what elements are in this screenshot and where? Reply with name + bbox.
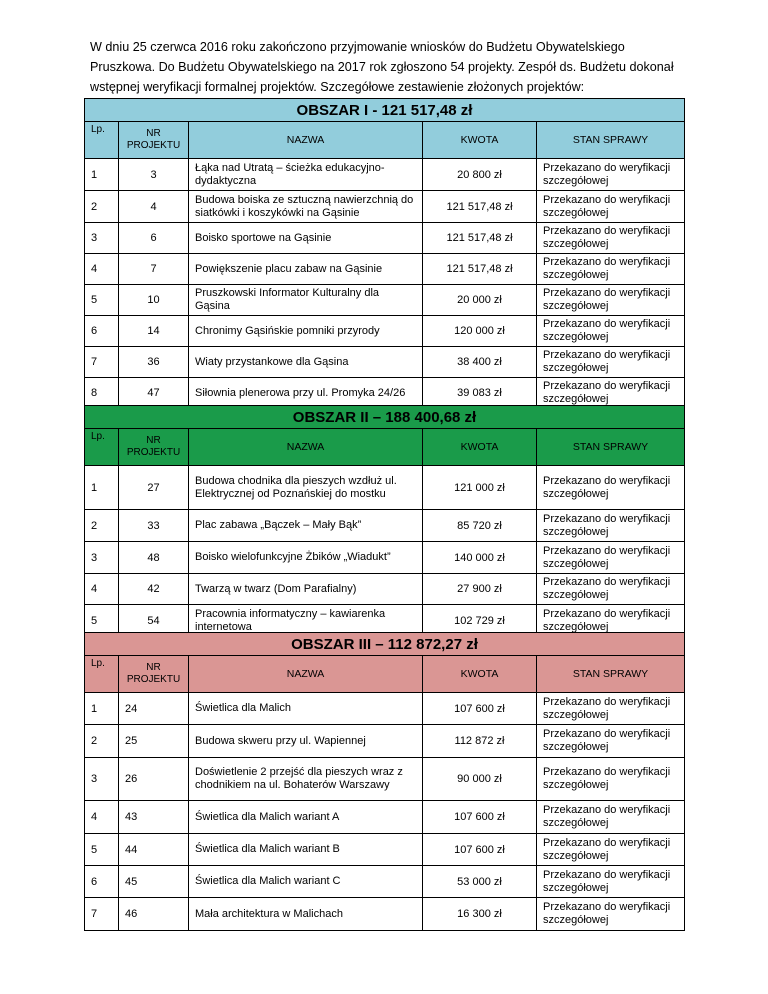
cell-stan: Przekazano do weryfikacji szczegółowej <box>537 725 685 758</box>
cell-kwota: 107 600 zł <box>423 693 537 725</box>
cell-stan: Przekazano do weryfikacji szczegółowej <box>537 316 685 347</box>
table-row <box>85 866 685 898</box>
cell-stan: Przekazano do weryfikacji szczegółowej <box>537 866 685 898</box>
cell-nr: 6 <box>119 223 189 254</box>
cell-lp: 2 <box>85 725 119 758</box>
cell-lp: 2 <box>85 191 119 223</box>
cell-kwota: 20 800 zł <box>423 159 537 191</box>
table-row <box>85 510 685 542</box>
table-row <box>85 347 685 378</box>
cell-stan: Przekazano do weryfikacji szczegółowej <box>537 191 685 223</box>
cell-nazwa: Pruszkowski Informator Kulturalny dla Gąsina <box>189 285 423 316</box>
cell-lp: 4 <box>85 574 119 605</box>
cell-kwota: 121 517,48 zł <box>423 223 537 254</box>
cell-lp: 2 <box>85 510 119 542</box>
cell-nazwa: Świetlica dla Malich <box>189 693 423 725</box>
cell-lp: 6 <box>85 316 119 347</box>
cell-stan: Przekazano do weryfikacji szczegółowej <box>537 801 685 834</box>
cell-stan: Przekazano do weryfikacji szczegółowej <box>537 693 685 725</box>
cell-kwota: 107 600 zł <box>423 834 537 866</box>
cell-lp: 8 <box>85 378 119 409</box>
cell-stan: Przekazano do weryfikacji szczegółowej <box>537 758 685 801</box>
cell-nr: 43 <box>119 801 189 834</box>
header-nr-projektu: NR PROJEKTU <box>119 429 189 466</box>
cell-nazwa: Budowa boiska ze sztuczną nawierzchnią do siatkówki i koszykówki na Gąsinie <box>189 191 423 223</box>
cell-nr: 10 <box>119 285 189 316</box>
section-title: OBSZAR II – 188 400,68 zł <box>85 406 685 429</box>
section-table-obszar-2 <box>84 405 685 637</box>
cell-stan: Przekazano do weryfikacji szczegółowej <box>537 574 685 605</box>
cell-lp: 7 <box>85 347 119 378</box>
cell-kwota: 53 000 zł <box>423 866 537 898</box>
table-row <box>85 378 685 409</box>
cell-stan: Przekazano do weryfikacji szczegółowej <box>537 223 685 254</box>
cell-nr: 42 <box>119 574 189 605</box>
cell-nr: 14 <box>119 316 189 347</box>
cell-nr: 26 <box>119 758 189 801</box>
section-table-obszar-1 <box>84 98 685 409</box>
table-row <box>85 834 685 866</box>
cell-nazwa: Świetlica dla Malich wariant C <box>189 866 423 898</box>
cell-kwota: 107 600 zł <box>423 801 537 834</box>
cell-lp: 3 <box>85 542 119 574</box>
cell-lp: 5 <box>85 834 119 866</box>
cell-nr: 4 <box>119 191 189 223</box>
table-row <box>85 758 685 801</box>
table-row <box>85 159 685 191</box>
cell-stan: Przekazano do weryfikacji szczegółowej <box>537 898 685 931</box>
cell-lp: 7 <box>85 898 119 931</box>
cell-nazwa: Budowa skweru przy ul. Wapiennej <box>189 725 423 758</box>
cell-stan: Przekazano do weryfikacji szczegółowej <box>537 834 685 866</box>
cell-lp: 3 <box>85 223 119 254</box>
cell-nr: 24 <box>119 693 189 725</box>
cell-kwota: 39 083 zł <box>423 378 537 409</box>
cell-kwota: 20 000 zł <box>423 285 537 316</box>
header-lp: Lp. <box>85 122 119 159</box>
cell-nazwa: Łąka nad Utratą – ścieżka edukacyjno-dydaktyczna <box>189 159 423 191</box>
table-row <box>85 725 685 758</box>
cell-stan: Przekazano do weryfikacji szczegółowej <box>537 378 685 409</box>
cell-nazwa: Doświetlenie 2 przejść dla pieszych wraz z chodnikiem na ul. Bohaterów Warszawy <box>189 758 423 801</box>
cell-kwota: 90 000 zł <box>423 758 537 801</box>
cell-nr: 46 <box>119 898 189 931</box>
table-row <box>85 574 685 605</box>
cell-stan: Przekazano do weryfikacji szczegółowej <box>537 285 685 316</box>
header-kwota: KWOTA <box>423 429 537 466</box>
table-row <box>85 466 685 510</box>
header-nr-projektu: NR PROJEKTU <box>119 122 189 159</box>
cell-nazwa: Pracownia informatyczny – kawiarenka internetowa <box>189 605 423 637</box>
table-row <box>85 801 685 834</box>
table-row <box>85 693 685 725</box>
cell-nr: 47 <box>119 378 189 409</box>
cell-lp: 5 <box>85 285 119 316</box>
cell-stan: Przekazano do weryfikacji szczegółowej <box>537 159 685 191</box>
cell-nr: 44 <box>119 834 189 866</box>
cell-kwota: 140 000 zł <box>423 542 537 574</box>
cell-lp: 4 <box>85 254 119 285</box>
cell-kwota: 112 872 zł <box>423 725 537 758</box>
table-row <box>85 898 685 931</box>
cell-nazwa: Boisko wielofunkcyjne Żbików „Wiadukt” <box>189 542 423 574</box>
cell-kwota: 102 729 zł <box>423 605 537 637</box>
section-table-obszar-3 <box>84 632 685 931</box>
header-nr-projektu: NR PROJEKTU <box>119 656 189 693</box>
cell-lp: 4 <box>85 801 119 834</box>
cell-nazwa: Twarzą w twarz (Dom Parafialny) <box>189 574 423 605</box>
cell-nazwa: Mała architektura w Malichach <box>189 898 423 931</box>
table-row <box>85 254 685 285</box>
cell-kwota: 16 300 zł <box>423 898 537 931</box>
cell-lp: 6 <box>85 866 119 898</box>
cell-stan: Przekazano do weryfikacji szczegółowej <box>537 466 685 510</box>
header-nazwa: NAZWA <box>189 122 423 159</box>
cell-lp: 1 <box>85 159 119 191</box>
cell-nazwa: Chronimy Gąsińskie pomniki przyrody <box>189 316 423 347</box>
cell-nazwa: Budowa chodnika dla pieszych wzdłuż ul. Elektrycznej od Poznańskiej do mostku <box>189 466 423 510</box>
table-row <box>85 285 685 316</box>
header-lp: Lp. <box>85 656 119 693</box>
cell-nr: 36 <box>119 347 189 378</box>
section-title: OBSZAR III – 112 872,27 zł <box>85 633 685 656</box>
table-row <box>85 191 685 223</box>
cell-lp: 1 <box>85 466 119 510</box>
cell-stan: Przekazano do weryfikacji szczegółowej <box>537 542 685 574</box>
cell-stan: Przekazano do weryfikacji szczegółowej <box>537 510 685 542</box>
cell-nr: 7 <box>119 254 189 285</box>
cell-nazwa: Siłownia plenerowa przy ul. Promyka 24/26 <box>189 378 423 409</box>
table-row <box>85 542 685 574</box>
cell-nr: 27 <box>119 466 189 510</box>
header-stan-sprawy: STAN SPRAWY <box>537 122 685 159</box>
cell-kwota: 121 517,48 zł <box>423 191 537 223</box>
cell-nazwa: Boisko sportowe na Gąsinie <box>189 223 423 254</box>
header-lp: Lp. <box>85 429 119 466</box>
cell-kwota: 121 000 zł <box>423 466 537 510</box>
intro-paragraph: W dniu 25 czerwca 2016 roku zakończono przyjmowanie wniosków do Budżetu Obywatelskiego Pruszkowa. Do Budżetu Obywatelskiego na 2017 rok zgłoszono 54 projekty. Zespół ds. Budżetu dokonał wstępnej weryfikacji formalnej projektów. Szczegółowe zestawienie złożonych projektów: <box>90 40 674 94</box>
table-row <box>85 223 685 254</box>
cell-lp: 1 <box>85 693 119 725</box>
header-stan-sprawy: STAN SPRAWY <box>537 656 685 693</box>
cell-kwota: 27 900 zł <box>423 574 537 605</box>
cell-kwota: 85 720 zł <box>423 510 537 542</box>
cell-nr: 45 <box>119 866 189 898</box>
cell-nazwa: Wiaty przystankowe dla Gąsina <box>189 347 423 378</box>
cell-nr: 33 <box>119 510 189 542</box>
header-kwota: KWOTA <box>423 656 537 693</box>
cell-lp: 5 <box>85 605 119 637</box>
cell-stan: Przekazano do weryfikacji szczegółowej <box>537 605 685 637</box>
cell-kwota: 120 000 zł <box>423 316 537 347</box>
cell-lp: 3 <box>85 758 119 801</box>
cell-nr: 25 <box>119 725 189 758</box>
cell-nr: 3 <box>119 159 189 191</box>
cell-nr: 54 <box>119 605 189 637</box>
cell-nazwa: Świetlica dla Malich wariant A <box>189 801 423 834</box>
cell-stan: Przekazano do weryfikacji szczegółowej <box>537 254 685 285</box>
cell-kwota: 121 517,48 zł <box>423 254 537 285</box>
header-kwota: KWOTA <box>423 122 537 159</box>
header-nazwa: NAZWA <box>189 429 423 466</box>
cell-kwota: 38 400 zł <box>423 347 537 378</box>
section-title: OBSZAR I - 121 517,48 zł <box>85 99 685 122</box>
cell-nr: 48 <box>119 542 189 574</box>
cell-nazwa: Plac zabawa „Bączek – Mały Bąk” <box>189 510 423 542</box>
cell-nazwa: Świetlica dla Malich wariant B <box>189 834 423 866</box>
header-stan-sprawy: STAN SPRAWY <box>537 429 685 466</box>
cell-stan: Przekazano do weryfikacji szczegółowej <box>537 347 685 378</box>
header-nazwa: NAZWA <box>189 656 423 693</box>
cell-nazwa: Powiększenie placu zabaw na Gąsinie <box>189 254 423 285</box>
table-row <box>85 316 685 347</box>
